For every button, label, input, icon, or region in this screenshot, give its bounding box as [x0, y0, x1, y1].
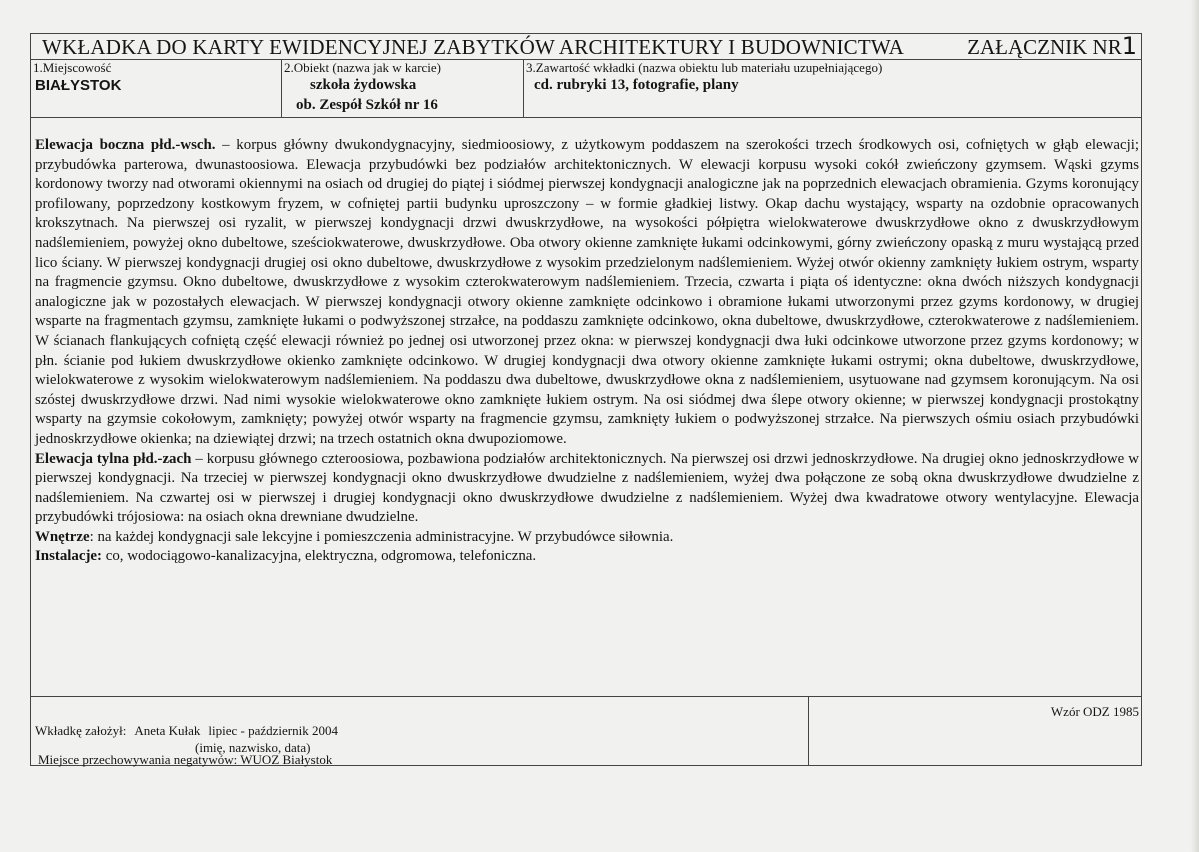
- field-locality-label: 1.Miejscowość: [33, 60, 112, 75]
- title-row: [31, 34, 1141, 60]
- made-by-line: [35, 723, 338, 739]
- paragraph-side-elevation: [35, 136, 1139, 450]
- footer-form-cell: [809, 697, 1143, 766]
- paragraph-heading: Elewacja boczna płd.-wsch.: [35, 137, 216, 153]
- made-by-date: lipiec - październik 2004: [208, 723, 338, 738]
- paragraph-rear-elevation: [35, 450, 1139, 528]
- paragraph-text: – korpusu głównego czteroosiowa, pozbawiona podziałów architektonicznych. Na pierwszej osi drzwi jednoskrzydłowe. Na drugiej okno jednoskrzydłowe w pierwszej kondygnacji. Na trzeciej w pierwszej kondygnacji okno dwuskrzydłowe dwudzielne z nadślemieniem, wyżej dwa połączone ze sobą okna dwuskrzydłowe dwudzielne z nadślemieniem. Na czwartej osi w pierwszej i drugiej kondygnacji okno dwuskrzydłowe dwudzielne z nadślemieniem. Wyżej dwa kwadratowe otwory wentylacyjne. Elewacja przybudówki trójosiowa: na osiach okna drewniane dwudzielne.: [35, 450, 1139, 526]
- field-object-label: 2.Obiekt (nazwa jak w karcie): [284, 60, 442, 75]
- made-by-name: Aneta Kułak: [134, 723, 201, 738]
- document-title: WKŁADKA DO KARTY EWIDENCYJNEJ ZABYTKÓW ARCHITEKTURY I BUDOWNICTWA: [42, 35, 904, 59]
- paragraph-text: co, wodociągowo-kanalizacyjna, elektryczna, odgromowa, telefoniczna.: [102, 548, 537, 565]
- attachment-handwritten-number: 1: [1121, 32, 1137, 60]
- header-fields: [31, 60, 1141, 118]
- field-contents-value: cd. rubryki 13, fotografie, plany: [534, 77, 739, 93]
- attachment-prefix: ZAŁĄCZNIK NR: [967, 35, 1122, 59]
- field-object: [281, 60, 523, 118]
- made-by-label: Wkładkę założył:: [35, 723, 127, 738]
- field-object-value-line1: szkoła żydowska: [310, 77, 417, 93]
- field-contents: [523, 60, 1143, 118]
- description-body: [35, 136, 1139, 567]
- form-code: Wzór ODZ 1985: [1050, 704, 1139, 719]
- paragraph-text: – korpus główny dwukondygnacyjny, siedmioosiowy, z użytkowym poddaszem na szerokości trzech środkowych osi, cofniętych w głąb elewacji; przybudówka parterowa, dwunastoosiowa. Elewacja przybudówki bez podziałów architektonicznych. W elewacji korpusu wysoki cokół zwieńczony gzymsem. Wąski gzyms kordonowy tworzy nad otworami okiennymi na osiach od drugiej do piątej i siódmej pierwszej kondygnacji analogiczne jak na poprzednich elewacjach obramienia. Gzyms koronujący profilowany, poprzedzony kostkowym fryzem, w cofniętej partii budynku uproszczony – w formie gładkiej listwy. Okap dachu wystający, wsparty na ozdobnie opracowanych krokszytnach. Na pierwszej osi ryzalit, w pierwszej kondygnacji drzwi dwuskrzydłowe, na wysokości półpiętra wielokwaterowe dwuskrzydłowe okno z dwuskrzydłowym nadślemieniem, powyżej okno dubeltowe, sześciokwaterowe, dwuskrzydłowe. Oba otwory okienne zamknięte łukami odcinkowymi, górny zwieńczony opaską z muru wystającą przed lico ściany. W pierwszej kondygnacji drugiej osi okno dubeltowe, dwuskrzydłowe z wysokim przedzielonym nadślemieniem. Wyżej otwór okienny zamknięty łukiem ostrym, wsparty na fragmencie gzymsu. Okno dubeltowe, dwuskrzydłowe z wysokim czterokwaterowym nadślemieniem. Trzecia, czwarta i piąta oś identyczne: okna dwóch niższych kondygnacji analogiczne jak w pozostałych elewacjach. W pierwszej kondygnacji otwory okienne zamknięte odcinkowo i obramione łukami utworzonymi przez gzyms kordonowy, w drugiej wsparte na fragmentach gzymsu, zamknięte łukami o podwyższonej strzałce, na poddaszu zamknięte odcinkowo, okna dubeltowe, dwuskrzydłowe, czterokwaterowe z nadślemieniem. W ścianach flankujących cofniętą część elewacji również po jednej osi utworzonej przez okna: w pierwszej kondygnacji dwa łuki odcinkowe utworzone przez gzyms kordonowy; w płn. ścianie pod łukiem dwuskrzydłowe okienko zamknięte odcinkowo. W drugiej kondygnacji dwa otwory okienne zamknięte łukami ostrymi; okna dubeltowe, dwuskrzydłowe, wielokwaterowe z wysokim wielokwaterowym nadślemieniem. Na poddaszu dwa dubeltowe, dwuskrzydłowe okna z nadślemieniem, usytuowane nad gzymsem koronującym. Na osi szóstej dwuskrzydłowe drzwi. Nad nimi wysokie wielokwaterowe okno zamknięte łukiem ostrym. Na osi siódmej dwa ślepe otwory okienne; w pierwszej kondygnacji prostokątny wsparty na gzymsie cokołowym, zamknięty; powyżej otwór wsparty na fragmencie gzymsu, zamknięty łukiem o podwyższonej strzałce. Na pierwszych ośmiu osiach przybudówki jednoskrzydłowe okienka; na dziewiątej drzwi; na trzech ostatnich okna dwupoziomowe.: [35, 137, 1139, 447]
- field-contents-label: 3.Zawartość wkładki (nazwa obiektu lub materiału uzupełniającego): [526, 60, 883, 75]
- scan-edge-shadow: [1191, 0, 1199, 852]
- field-locality-value: BIAŁYSTOK: [35, 77, 122, 94]
- negatives-storage: Miejsce przechowywania negatywów: WUOZ Białystok: [38, 752, 333, 767]
- paragraph-heading: Elewacja tylna płd.-zach: [35, 450, 192, 467]
- field-object-value-line2: ob. Zespół Szkół nr 16: [296, 97, 438, 113]
- paragraph-heading: Wnętrze: [35, 528, 90, 545]
- made-by-note: (imię, nazwisko, data): [195, 740, 311, 755]
- field-locality: [31, 60, 281, 118]
- paragraph-heading: Instalacje:: [35, 548, 102, 565]
- document-frame: [30, 33, 1142, 766]
- paragraph-interior: [35, 528, 1139, 548]
- paragraph-installations: [35, 547, 1139, 567]
- attachment-number: [967, 32, 1137, 60]
- paragraph-text: : na każdej kondygnacji sale lekcyjne i pomieszczenia administracyjne. W przybudówce siłownia.: [89, 528, 674, 545]
